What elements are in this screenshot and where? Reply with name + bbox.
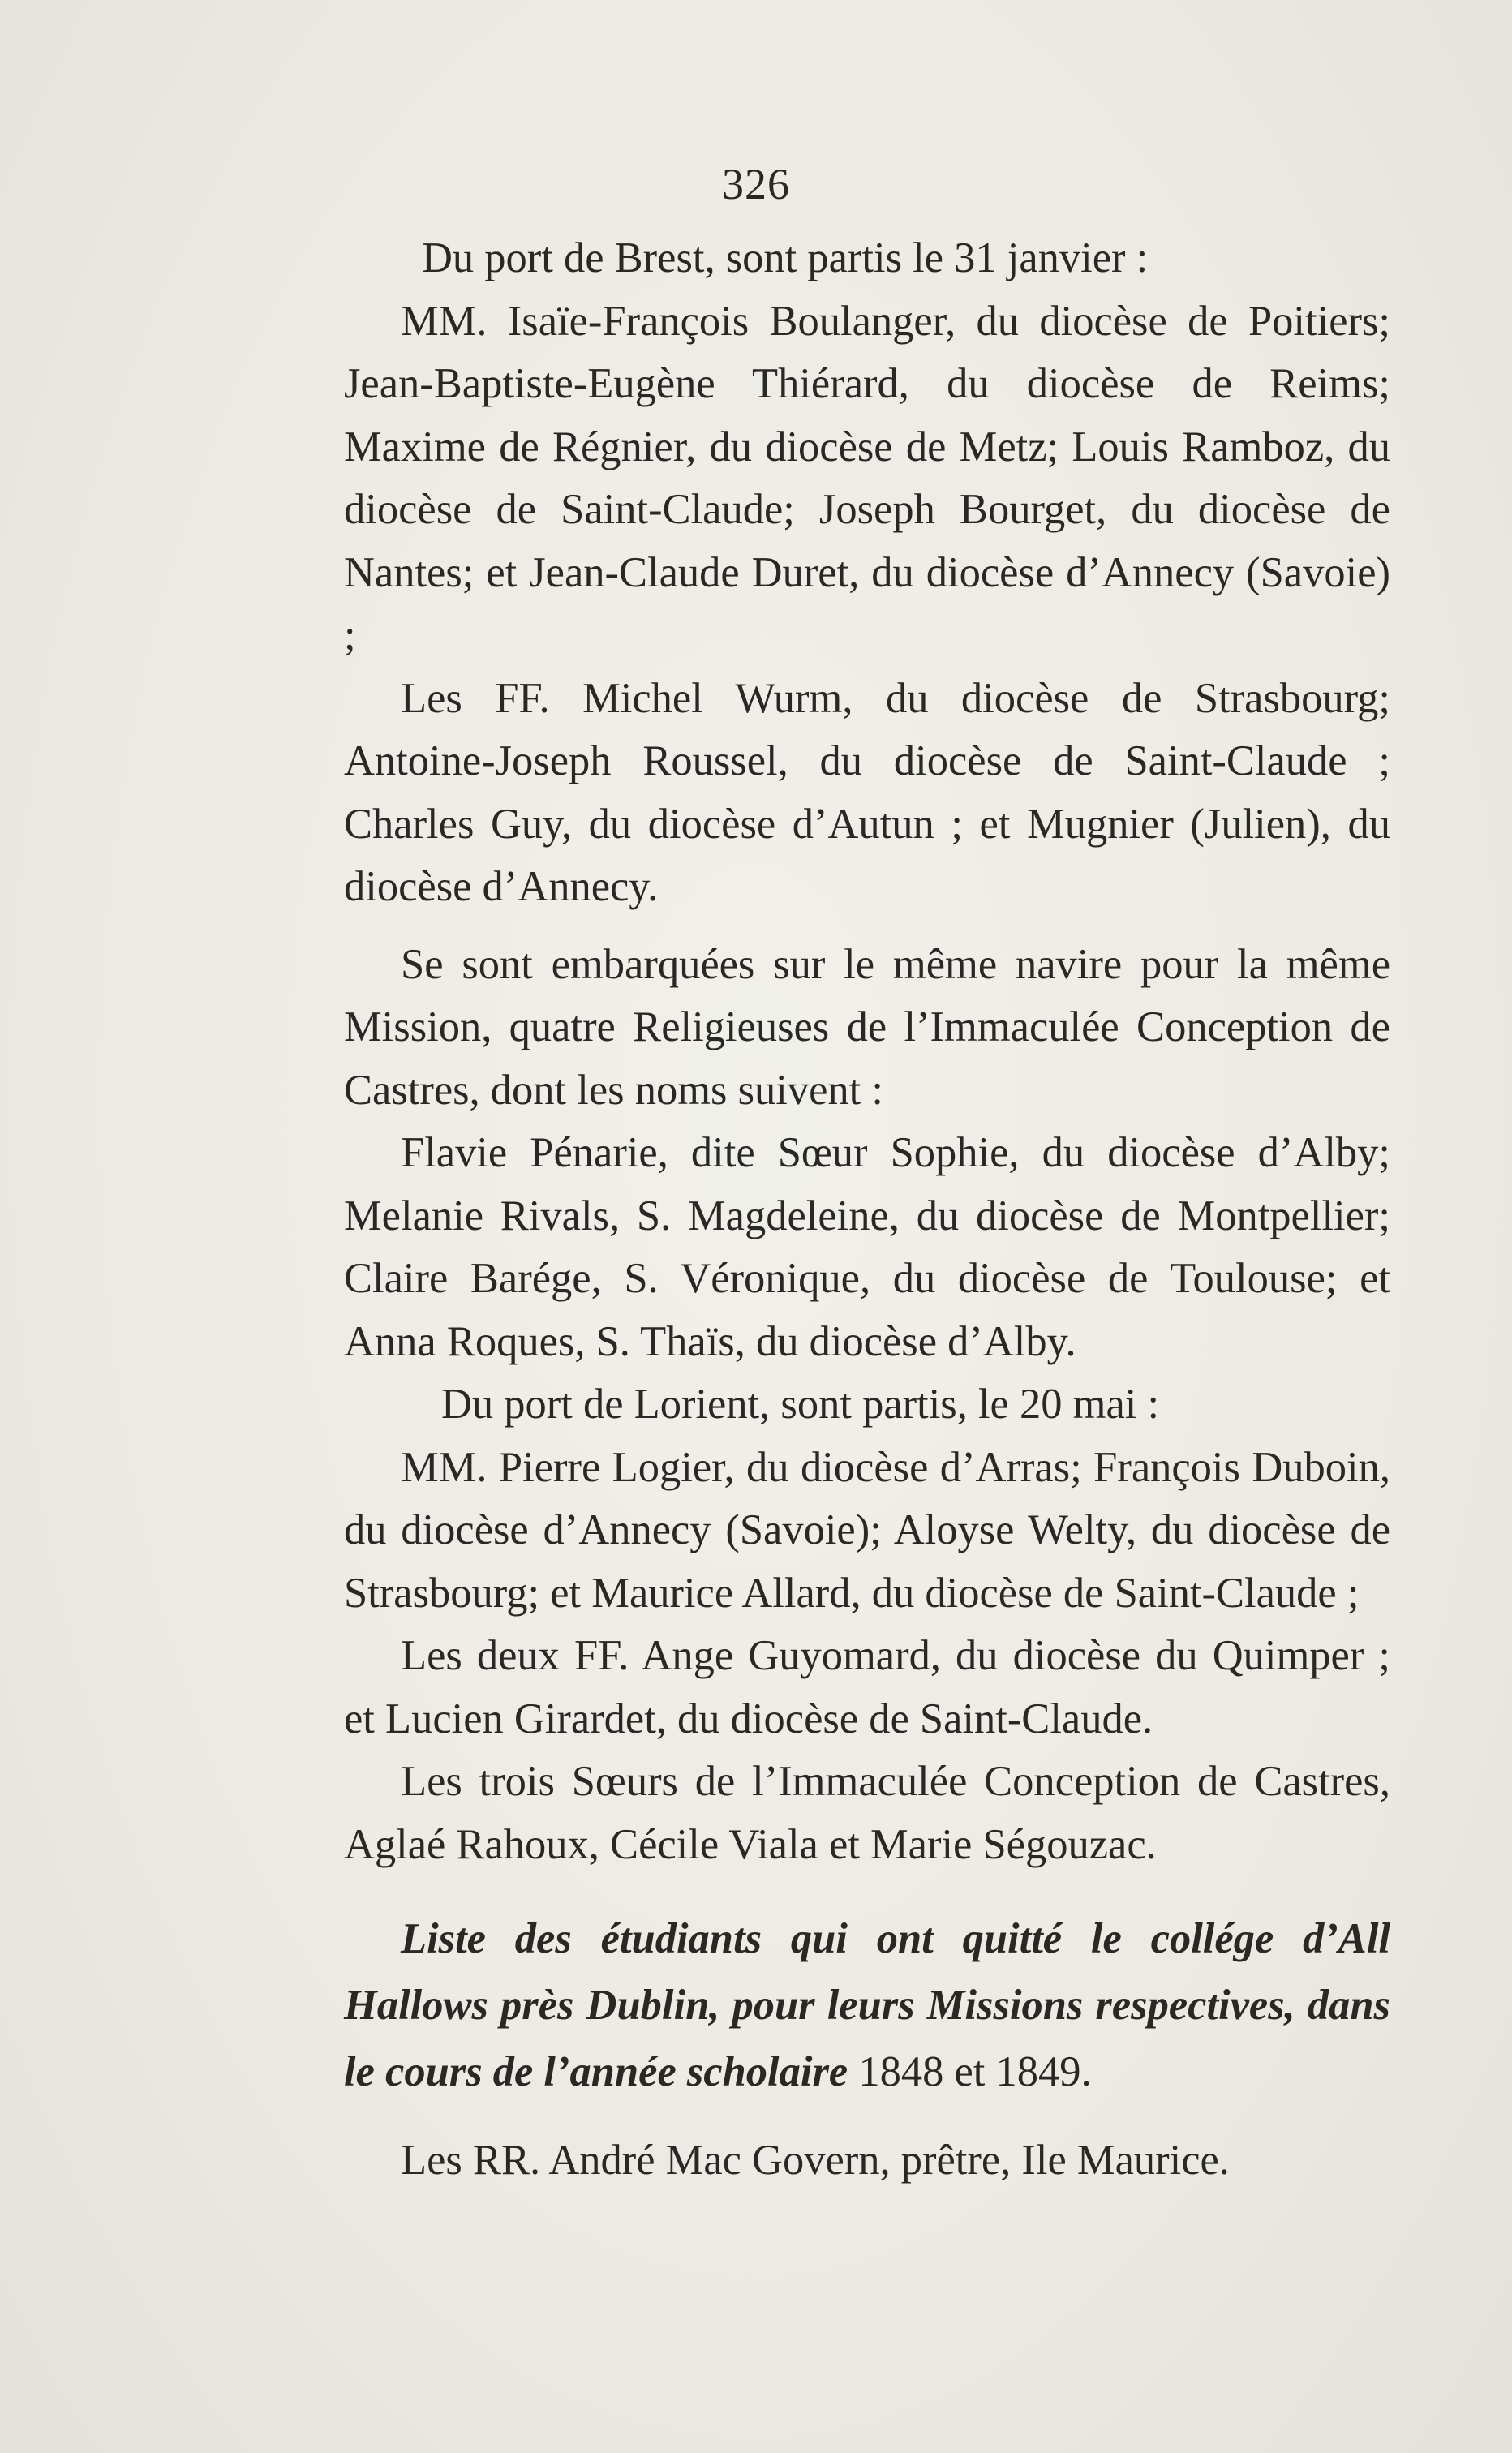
page-number: 326	[722, 160, 790, 208]
paragraph-lorient-priests: MM. Pierre Logier, du diocèse d’Arras; François Duboin, du diocèse d’Annecy (Savoie); Aloyse Welty, du diocèse de Strasbourg; et Maurice Allard, du diocèse de Saint-Claude ;	[344, 1443, 1390, 1617]
page-body	[344, 227, 1390, 2193]
paragraph-lorient-sisters: Les trois Sœurs de l’Immaculée Conception de Castres, Aglaé Rahoux, Cécile Viala et Marie Ségouzac.	[344, 1758, 1390, 1868]
paragraph-brest-brothers: Les FF. Michel Wurm, du diocèse de Strasbourg; Antoine-Joseph Roussel, du diocèse de Saint-Claude ; Charles Guy, du diocèse d’Autun ; et Mugnier (Julien), du diocèse d’Annecy.	[344, 674, 1390, 910]
paragraph-lorient-departure: Du port de Lorient, sont partis, le 20 mai :	[441, 1381, 1160, 1428]
list-heading-italic: Liste des étudiants qui ont quitté le collége d’All Hallows près Dublin, pour leurs Missions respectives, dans le cours de l’année scholaire	[344, 1915, 1390, 2095]
paragraph-religious-embarked: Se sont embarquées sur le même navire pour la même Mission, quatre Religieuses de l’Immaculée Conception de Castres, dont les noms suivent :	[344, 940, 1390, 1114]
list-heading	[344, 1905, 1390, 2105]
paragraph-religious-names: Flavie Pénarie, dite Sœur Sophie, du diocèse d’Alby; Melanie Rivals, S. Magdeleine, du diocèse de Montpellier; Claire Barége, S. Véronique, du diocèse de Toulouse; et Anna Roques, S. Thaïs, du diocèse d’Alby.	[344, 1129, 1390, 1365]
paragraph-brest-departure: Du port de Brest, sont partis le 31 janvier :	[422, 234, 1149, 281]
list-heading-years: 1848 et 1849.	[858, 2048, 1092, 2095]
paragraph-last-line: Les RR. André Mac Govern, prêtre, Ile Maurice.	[401, 2137, 1230, 2184]
paragraph-lorient-brothers: Les deux FF. Ange Guyomard, du diocèse du Quimper ; et Lucien Girardet, du diocèse de Saint-Claude.	[344, 1632, 1390, 1742]
paragraph-brest-priests: MM. Isaïe-François Boulanger, du diocèse de Poitiers; Jean-Baptiste-Eugène Thiérard, du diocèse de Reims; Maxime de Régnier, du diocèse de Metz; Louis Ramboz, du diocèse de Saint-Claude; Joseph Bourget, du diocèse de Nantes; et Jean-Claude Duret, du diocèse d’Annecy (Savoie) ;	[344, 297, 1390, 659]
